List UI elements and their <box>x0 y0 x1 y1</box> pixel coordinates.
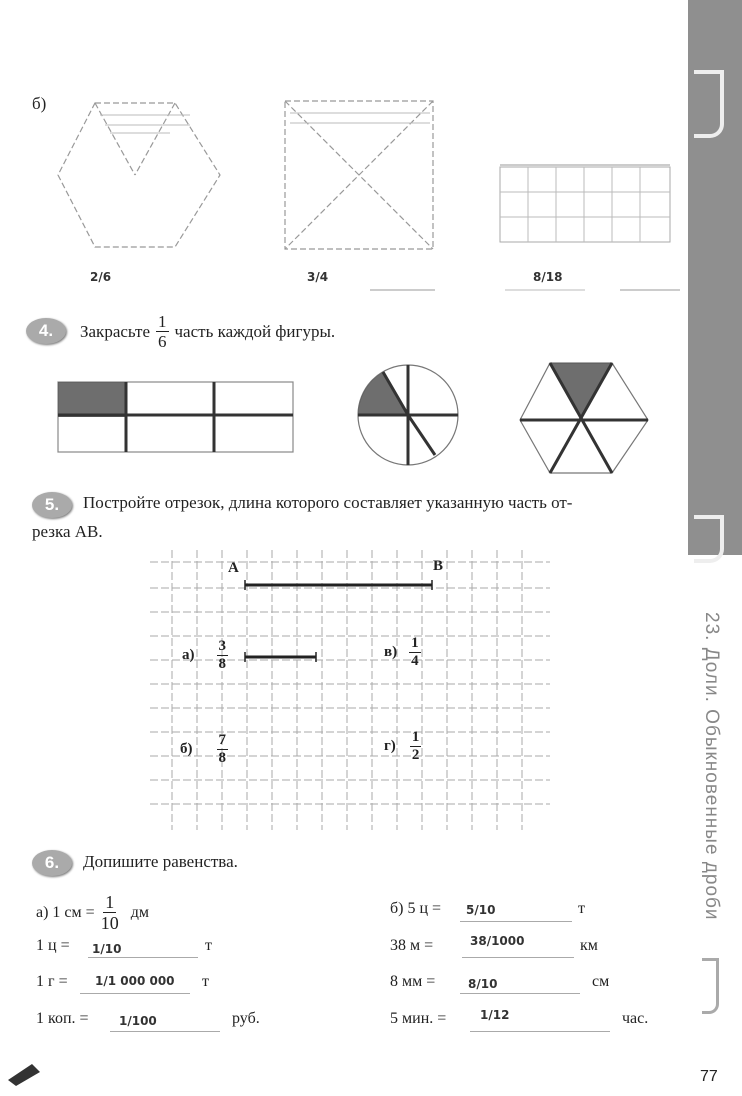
equation-unit: т <box>205 937 212 954</box>
equation-row: 1 г = <box>36 973 68 990</box>
equation-unit: т <box>578 900 585 917</box>
answer-blank <box>470 1030 610 1032</box>
answer-blank <box>110 1030 220 1032</box>
answer-blank <box>460 920 572 922</box>
item-label: б) <box>180 741 193 757</box>
item-label: а) <box>182 647 195 663</box>
equation-answer: 1/12 <box>480 1008 510 1022</box>
shaded-part <box>358 372 408 415</box>
fraction-denominator: 8 <box>218 656 226 672</box>
equation-unit: час. <box>622 1010 649 1027</box>
equation-row: 1 ц = <box>36 937 70 954</box>
equation-answer: 1/10 <box>92 942 122 956</box>
fraction-numerator: 1 <box>105 892 115 912</box>
answer-blank <box>80 992 190 994</box>
equation-row: 8 мм = <box>390 973 436 990</box>
equation-answer: 38/1000 <box>470 934 525 948</box>
chapter-title: 23. Доли. Обыкновенные дроби <box>701 612 722 921</box>
task-4-text-after: часть каждой фигуры. <box>174 321 336 341</box>
task-5-badge: 5. <box>32 492 72 518</box>
task-5-item-g <box>384 730 421 763</box>
equation-unit: см <box>592 973 610 990</box>
equation-unit: км <box>580 937 598 954</box>
point-b-label: B <box>433 558 444 574</box>
equation-answer: 5/10 <box>466 903 496 917</box>
equation-unit: т <box>202 973 209 990</box>
fraction-denominator: 8 <box>218 750 226 766</box>
fraction-denominator: 2 <box>411 747 420 763</box>
fraction-numerator: 3 <box>218 638 226 654</box>
equation-row: б) 5 ц = <box>390 900 442 917</box>
task-4-badge: 4. <box>26 318 66 344</box>
task-5-item-v <box>384 636 421 669</box>
task-4-text-before: Закрасьте <box>80 321 150 341</box>
fraction-numerator: 1 <box>411 729 420 745</box>
task-5-line-2: резка AB. <box>32 522 103 541</box>
item-fraction <box>217 639 229 672</box>
answer-blank <box>462 956 574 958</box>
task-5-line-1: Постройте отрезок, длина которого составляет указанную часть от- <box>83 493 573 512</box>
equation-row: 1 коп. = <box>36 1010 89 1027</box>
point-a-label: A <box>228 560 239 576</box>
item-fraction <box>409 636 421 669</box>
equation-answer: 1/1 000 000 <box>95 974 175 988</box>
section-b-label: б) <box>32 94 47 113</box>
fraction-denominator: 6 <box>158 332 167 351</box>
fraction-denominator: 10 <box>100 913 119 933</box>
binder-clip-icon <box>694 515 724 563</box>
item-label: г) <box>384 738 396 754</box>
page-number: 77 <box>700 1068 718 1085</box>
answer-square: 3/4 <box>307 270 329 284</box>
answer-rectangle: 8/18 <box>533 270 563 284</box>
shaded-part <box>550 363 612 418</box>
fraction-denominator: 4 <box>411 653 419 669</box>
shaded-part <box>58 382 126 417</box>
equation-prefix: а) 1 см = <box>36 903 95 921</box>
binder-clip-icon <box>702 958 719 1014</box>
chapter-sidebar-tab <box>688 0 742 555</box>
item-label: в) <box>384 644 398 660</box>
task-5-grid <box>150 550 550 830</box>
fraction-numerator: 7 <box>218 732 226 748</box>
answer-hexagon: 2/6 <box>90 270 112 284</box>
task-6-badge: 6. <box>32 850 72 876</box>
item-fraction <box>410 730 422 763</box>
equation-answer: 1/100 <box>119 1014 157 1028</box>
task-6-instruction: Допишите равенства. <box>83 852 238 871</box>
equation-fraction <box>101 893 119 932</box>
publisher-logo-icon <box>4 1058 44 1088</box>
equation-row: 38 м = <box>390 937 434 954</box>
answer-blank <box>460 992 580 994</box>
task-4-fraction <box>156 313 169 350</box>
task-4-figures <box>50 355 670 480</box>
task-5-item-a <box>182 639 228 672</box>
equation-a <box>36 893 149 932</box>
answer-blank <box>88 956 198 958</box>
fraction-numerator: 1 <box>411 635 419 651</box>
fraction-numerator: 1 <box>158 312 167 331</box>
binder-clip-icon <box>694 70 724 138</box>
equation-unit: дм <box>130 903 149 921</box>
equation-answer: 8/10 <box>468 977 498 991</box>
section-b-figures <box>50 95 680 295</box>
task-5-item-b <box>180 733 228 766</box>
equation-row: 5 мин. = <box>390 1010 447 1027</box>
equation-unit: руб. <box>232 1010 260 1027</box>
item-fraction <box>217 733 229 766</box>
task-4-instruction <box>80 313 335 350</box>
